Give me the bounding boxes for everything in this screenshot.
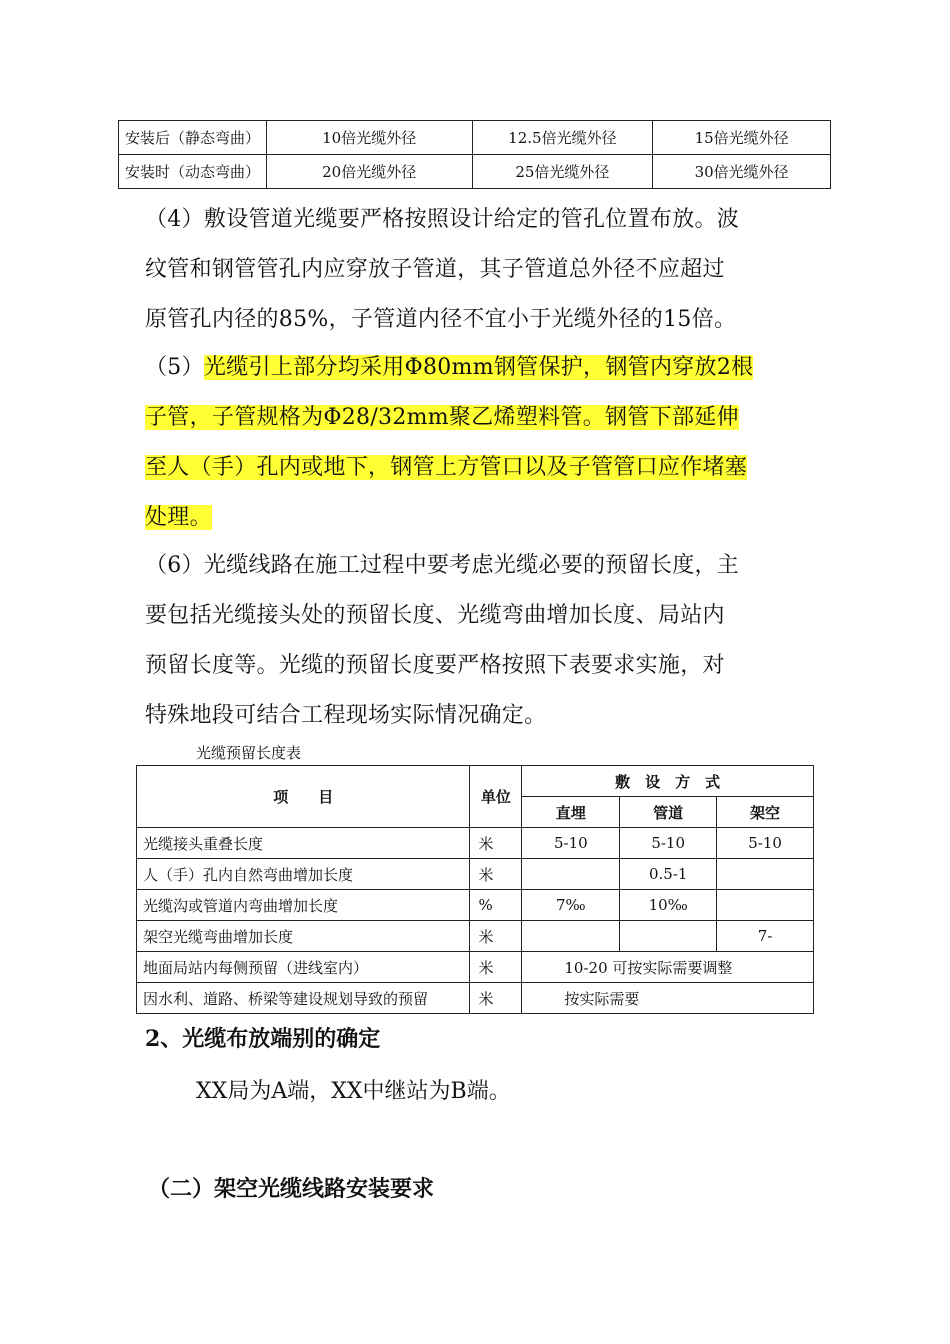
table-cell: 米 [470, 859, 522, 890]
text-line: 特殊地段可结合工程现场实际情况确定。 [145, 703, 547, 728]
section-heading: （二）架空光缆线路安装要求 [148, 1176, 435, 1202]
highlighted-text: 至人（手）孔内或地下，钢管上方管口以及子管管口应作堵塞 [145, 455, 748, 480]
table-cell [717, 890, 814, 921]
header-duct: 管道 [620, 797, 717, 828]
paragraph-6 [145, 541, 810, 741]
table-cell: 30倍光缆外径 [653, 155, 831, 189]
table-cell: 安装后（静态弯曲） [119, 121, 267, 155]
paragraph-5 [145, 343, 810, 543]
table-row [137, 859, 814, 890]
header-item: 项 目 [137, 766, 470, 828]
bend-radius-table [118, 120, 831, 189]
table-cell: 米 [470, 828, 522, 859]
table-cell: 地面局站内每侧预留（进线室内） [137, 952, 470, 983]
header-unit: 单位 [470, 766, 522, 828]
text-line: 原管孔内径的85%，子管道内径不宜小于光缆外径的15倍。 [145, 307, 737, 332]
table-cell: 人（手）孔内自然弯曲增加长度 [137, 859, 470, 890]
table-row [137, 921, 814, 952]
table-cell: 15倍光缆外径 [653, 121, 831, 155]
reserve-length-table [136, 765, 814, 1014]
table-cell: 光缆沟或管道内弯曲增加长度 [137, 890, 470, 921]
table-row [119, 121, 831, 155]
table-header-row [137, 766, 814, 797]
table-cell [620, 921, 717, 952]
text-line [145, 343, 810, 393]
highlighted-text: 处理。 [145, 505, 212, 530]
table-caption: 光缆预留长度表 [196, 744, 302, 762]
table-cell: 20倍光缆外径 [266, 155, 472, 189]
header-method: 敷 设 方 式 [522, 766, 814, 797]
table-cell [522, 859, 620, 890]
text-line: （4）敷设管道光缆要严格按照设计给定的管孔位置布放。波 [145, 207, 740, 232]
section-body: XX局为A端，XX中继站为B端。 [196, 1079, 511, 1104]
table-cell: 5-10 [620, 828, 717, 859]
table-row [137, 952, 814, 983]
paragraph-number: （5） [145, 355, 204, 380]
paragraph-4 [145, 195, 810, 345]
table-cell: 米 [470, 983, 522, 1014]
table-cell: % [470, 890, 522, 921]
table-cell [522, 921, 620, 952]
table-cell: 12.5倍光缆外径 [472, 121, 653, 155]
table-cell: 光缆接头重叠长度 [137, 828, 470, 859]
section-heading: 2、光缆布放端别的确定 [145, 1026, 381, 1052]
text-line: 预留长度等。光缆的预留长度要严格按照下表要求实施，对 [145, 653, 725, 678]
table-row [119, 155, 831, 189]
text-line [145, 443, 810, 493]
table-cell [717, 859, 814, 890]
table-cell: 5-10 [522, 828, 620, 859]
table-row [137, 890, 814, 921]
header-aerial: 架空 [717, 797, 814, 828]
table-row [137, 828, 814, 859]
table-cell: 安装时（动态弯曲） [119, 155, 267, 189]
text-line: 要包括光缆接头处的预留长度、光缆弯曲增加长度、局站内 [145, 603, 725, 628]
table-cell: 因水利、道路、桥梁等建设规划导致的预留 [137, 983, 470, 1014]
header-direct: 直埋 [522, 797, 620, 828]
text-line [145, 393, 810, 443]
text-line: （6）光缆线路在施工过程中要考虑光缆必要的预留长度，主 [145, 553, 740, 578]
highlighted-text: 子管，子管规格为Φ28/32mm聚乙烯塑料管。钢管下部延伸 [145, 405, 739, 430]
table-cell: 米 [470, 921, 522, 952]
table-cell: 10‰ [620, 890, 717, 921]
text-line: 纹管和钢管管孔内应穿放子管道，其子管道总外径不应超过 [145, 257, 725, 282]
table-cell: 按实际需要 [522, 983, 814, 1014]
table-cell: 5-10 [717, 828, 814, 859]
table-cell: 10-20 可按实际需要调整 [522, 952, 814, 983]
text-line [145, 493, 810, 543]
table-cell: 7‰ [522, 890, 620, 921]
highlighted-text: 光缆引上部分均采用Φ80mm钢管保护，钢管内穿放2根 [203, 355, 754, 380]
table-cell: 10倍光缆外径 [266, 121, 472, 155]
table-cell: 架空光缆弯曲增加长度 [137, 921, 470, 952]
table-row [137, 983, 814, 1014]
table-cell: 0.5-1 [620, 859, 717, 890]
table-cell: 7- [717, 921, 814, 952]
table-cell: 25倍光缆外径 [472, 155, 653, 189]
table-cell: 米 [470, 952, 522, 983]
